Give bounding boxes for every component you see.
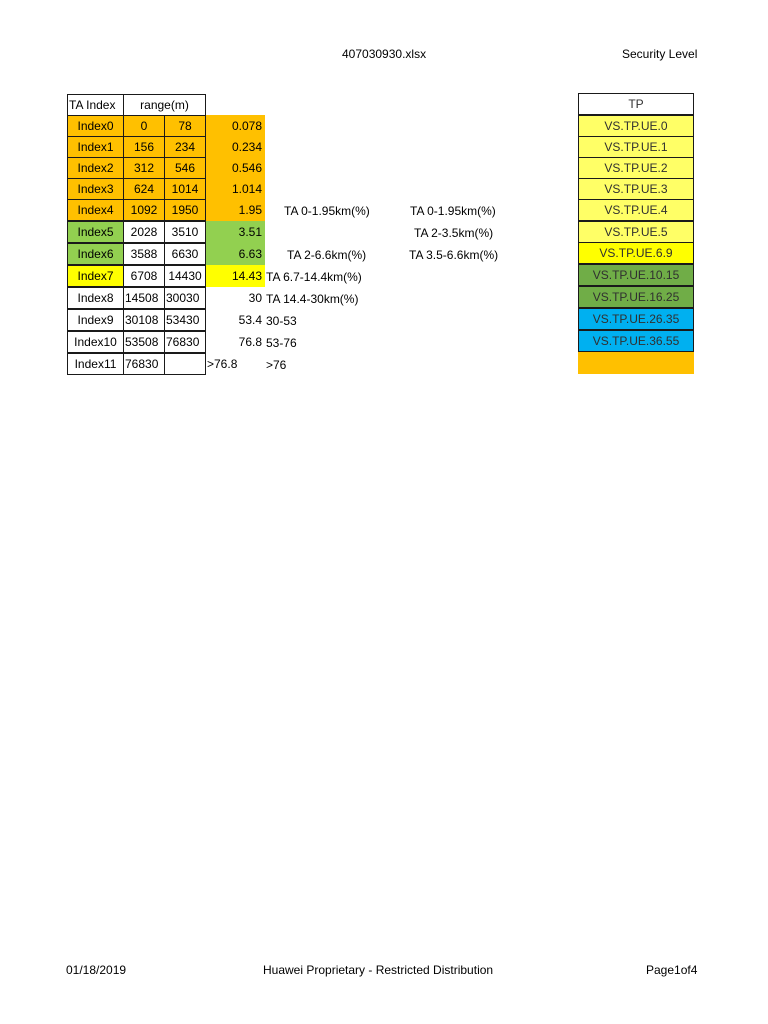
table-row-from: 53508: [123, 331, 165, 353]
table-row-from: 6708: [123, 265, 165, 287]
table-row-km: 76.8: [238, 335, 262, 349]
tp-header: TP: [578, 93, 694, 115]
note-gt-76: >76: [266, 358, 287, 372]
table-row-from: 76830: [123, 353, 165, 375]
table-row-from: 2028: [123, 221, 165, 243]
table-row-to: 3510: [164, 221, 206, 243]
col-header-ta-index: TA Index: [67, 94, 124, 116]
note-ta-6.7-14.4: TA 6.7-14.4km(%): [266, 270, 362, 284]
table-row-km: 0.078: [206, 115, 265, 137]
table-row-index: Index0: [67, 115, 124, 137]
tp-item: VS.TP.UE.5: [578, 221, 694, 243]
table-row-from: 312: [123, 157, 165, 179]
table-row-to: 76830: [164, 331, 206, 353]
table-row-from: 1092: [123, 199, 165, 221]
table-row-index: Index7: [67, 265, 124, 287]
tp-item: VS.TP.UE.10.15: [578, 264, 694, 286]
table-row-km: 1.014: [206, 178, 265, 200]
note-ta-3.5-6.6: TA 3.5-6.6km(%): [409, 248, 499, 262]
security-level: Security Level: [622, 47, 698, 61]
footer-proprietary: Huawei Proprietary - Restricted Distribution: [263, 963, 494, 977]
table-row-to: 14430: [164, 265, 206, 287]
table-row-km: 30: [248, 291, 262, 305]
note-30-53: 30-53: [266, 314, 297, 328]
table-row-km: 14.43: [206, 265, 265, 287]
footer-page: Page1of4: [646, 963, 698, 977]
footer-date: 01/18/2019: [66, 963, 127, 977]
table-row-from: 3588: [123, 243, 165, 265]
table-row-from: 30108: [123, 309, 165, 331]
file-name: 407030930.xlsx: [342, 47, 427, 61]
note-ta-2-3.5: TA 2-3.5km(%): [414, 226, 494, 240]
table-row-index: Index2: [67, 157, 124, 179]
table-row-to: 53430: [164, 309, 206, 331]
table-row-index: Index11: [67, 353, 124, 375]
table-row-from: 14508: [123, 287, 165, 309]
col-header-range: range(m): [123, 94, 206, 116]
tp-item: VS.TP.UE.16.25: [578, 286, 694, 308]
tp-item: VS.TP.UE.6.9: [578, 242, 694, 264]
table-row-km: 53.4: [238, 313, 262, 327]
tp-item: VS.TP.UE.4: [578, 199, 694, 221]
table-row-km: 6.63: [206, 243, 265, 265]
table-row-km: 3.51: [206, 221, 265, 243]
table-row-to: [164, 353, 206, 375]
table-row-km: 1.95: [206, 199, 265, 221]
table-row-km: 0.546: [206, 157, 265, 179]
table-row-from: 624: [123, 178, 165, 200]
table-row-index: Index9: [67, 309, 124, 331]
table-row-to: 234: [164, 136, 206, 158]
table-row-to: 546: [164, 157, 206, 179]
note-ta-0-1.95: TA 0-1.95km(%): [284, 204, 370, 218]
table-row-km: 0.234: [206, 136, 265, 158]
table-row-km: >76.8: [207, 357, 238, 371]
table-row-index: Index3: [67, 178, 124, 200]
table-row-to: 1014: [164, 178, 206, 200]
table-row-index: Index8: [67, 287, 124, 309]
table-row-from: 156: [123, 136, 165, 158]
tp-item: VS.TP.UE.2: [578, 157, 694, 179]
tp-item: [578, 352, 694, 374]
table-row-to: 1950: [164, 199, 206, 221]
tp-item: VS.TP.UE.26.35: [578, 308, 694, 330]
tp-item: VS.TP.UE.1: [578, 136, 694, 158]
tp-item: VS.TP.UE.36.55: [578, 330, 694, 352]
table-row-to: 6630: [164, 243, 206, 265]
note-ta-2-6.6: TA 2-6.6km(%): [287, 248, 367, 262]
table-row-index: Index4: [67, 199, 124, 221]
note-53-76: 53-76: [266, 336, 297, 350]
table-row-index: Index10: [67, 331, 124, 353]
table-row-index: Index1: [67, 136, 124, 158]
note-ta-14.4-30: TA 14.4-30km(%): [266, 292, 359, 306]
note-ta-0-1.95-b: TA 0-1.95km(%): [410, 204, 496, 218]
table-row-to: 30030: [164, 287, 206, 309]
table-row-to: 78: [164, 115, 206, 137]
tp-item: VS.TP.UE.3: [578, 178, 694, 200]
tp-item: VS.TP.UE.0: [578, 115, 694, 137]
table-row-index: Index5: [67, 221, 124, 243]
table-row-from: 0: [123, 115, 165, 137]
table-row-index: Index6: [67, 243, 124, 265]
